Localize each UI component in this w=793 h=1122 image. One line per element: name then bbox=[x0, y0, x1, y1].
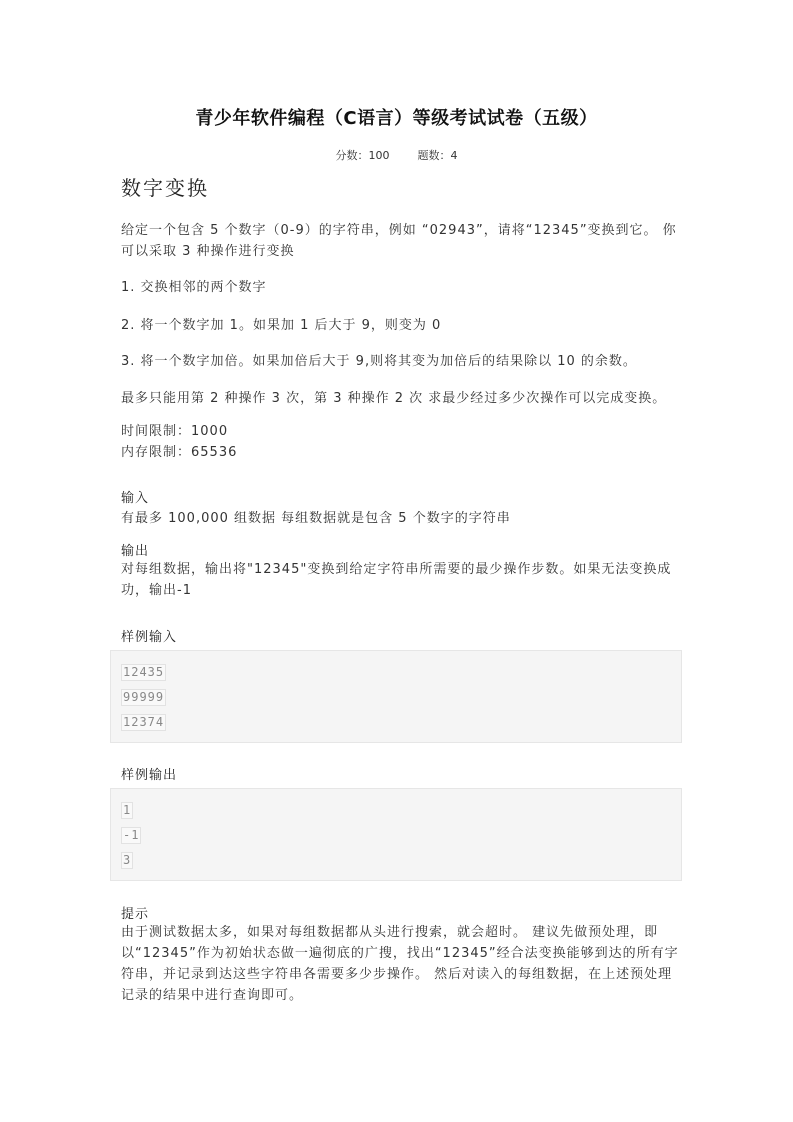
document-title: 青少年软件编程（C语言）等级考试试卷（五级） bbox=[195, 108, 598, 129]
sample-input-line: 99999 bbox=[123, 690, 165, 704]
operation-1: 1. 交换相邻的两个数字 bbox=[121, 280, 267, 295]
output-label: 输出 bbox=[121, 544, 150, 559]
output-description: 对每组数据，输出将"12345"变换到给定字符串所需要的最少操作步数。如果无法变换成功，输出-1 bbox=[121, 562, 672, 598]
hint-text: 由于测试数据太多，如果对每组数据都从头进行搜索，就会超时。 建议先做预处理，即以“12345”作为初始状态做一遍彻底的广搜，找出“12345”经合法变换能够到达的所有字符串，并记录到达这些字符串各需要多少步操作。 然后对读入的每组数据，在上述预处理记录的结果中进行查询即可。 bbox=[121, 925, 679, 1003]
sample-input-line: 12374 bbox=[123, 715, 165, 729]
sample-output-line: 3 bbox=[123, 853, 132, 867]
operation-3: 3. 将一个数字加倍。如果加倍后大于 9,则将其变为加倍后的结果除以 10 的余数。 bbox=[121, 354, 637, 369]
sample-input-line: 12435 bbox=[123, 665, 165, 679]
input-label: 输入 bbox=[121, 491, 150, 506]
operation-limit-note: 最多只能用第 2 种操作 3 次，第 3 种操作 2 次 求最少经过多少次操作可以完成变换。 bbox=[121, 391, 667, 406]
time-limit: 时间限制：1000 bbox=[121, 424, 229, 439]
memory-limit: 内存限制：65536 bbox=[121, 445, 238, 460]
sample-output-label: 样例输出 bbox=[121, 768, 178, 783]
hint-label: 提示 bbox=[121, 907, 150, 922]
sample-input-label: 样例输入 bbox=[121, 630, 178, 645]
exam-meta bbox=[0, 147, 793, 163]
input-description: 有最多 100,000 组数据 每组数据就是包含 5 个数字的字符串 bbox=[121, 511, 511, 526]
problem-heading: 数字变换 bbox=[121, 176, 209, 200]
sample-output-box bbox=[110, 788, 682, 881]
question-count: 题数：4 bbox=[417, 149, 458, 162]
sample-output-line: 1 bbox=[123, 803, 132, 817]
operation-2: 2. 将一个数字加 1。如果加 1 后大于 9，则变为 0 bbox=[121, 318, 442, 333]
sample-output-line: -1 bbox=[123, 828, 140, 842]
total-score: 分数：100 bbox=[335, 149, 390, 162]
sample-input-box bbox=[110, 650, 682, 743]
problem-description: 给定一个包含 5 个数字（0-9）的字符串，例如 “02943”，请将“12345”变换到它。 你可以采取 3 种操作进行变换 bbox=[121, 223, 677, 259]
